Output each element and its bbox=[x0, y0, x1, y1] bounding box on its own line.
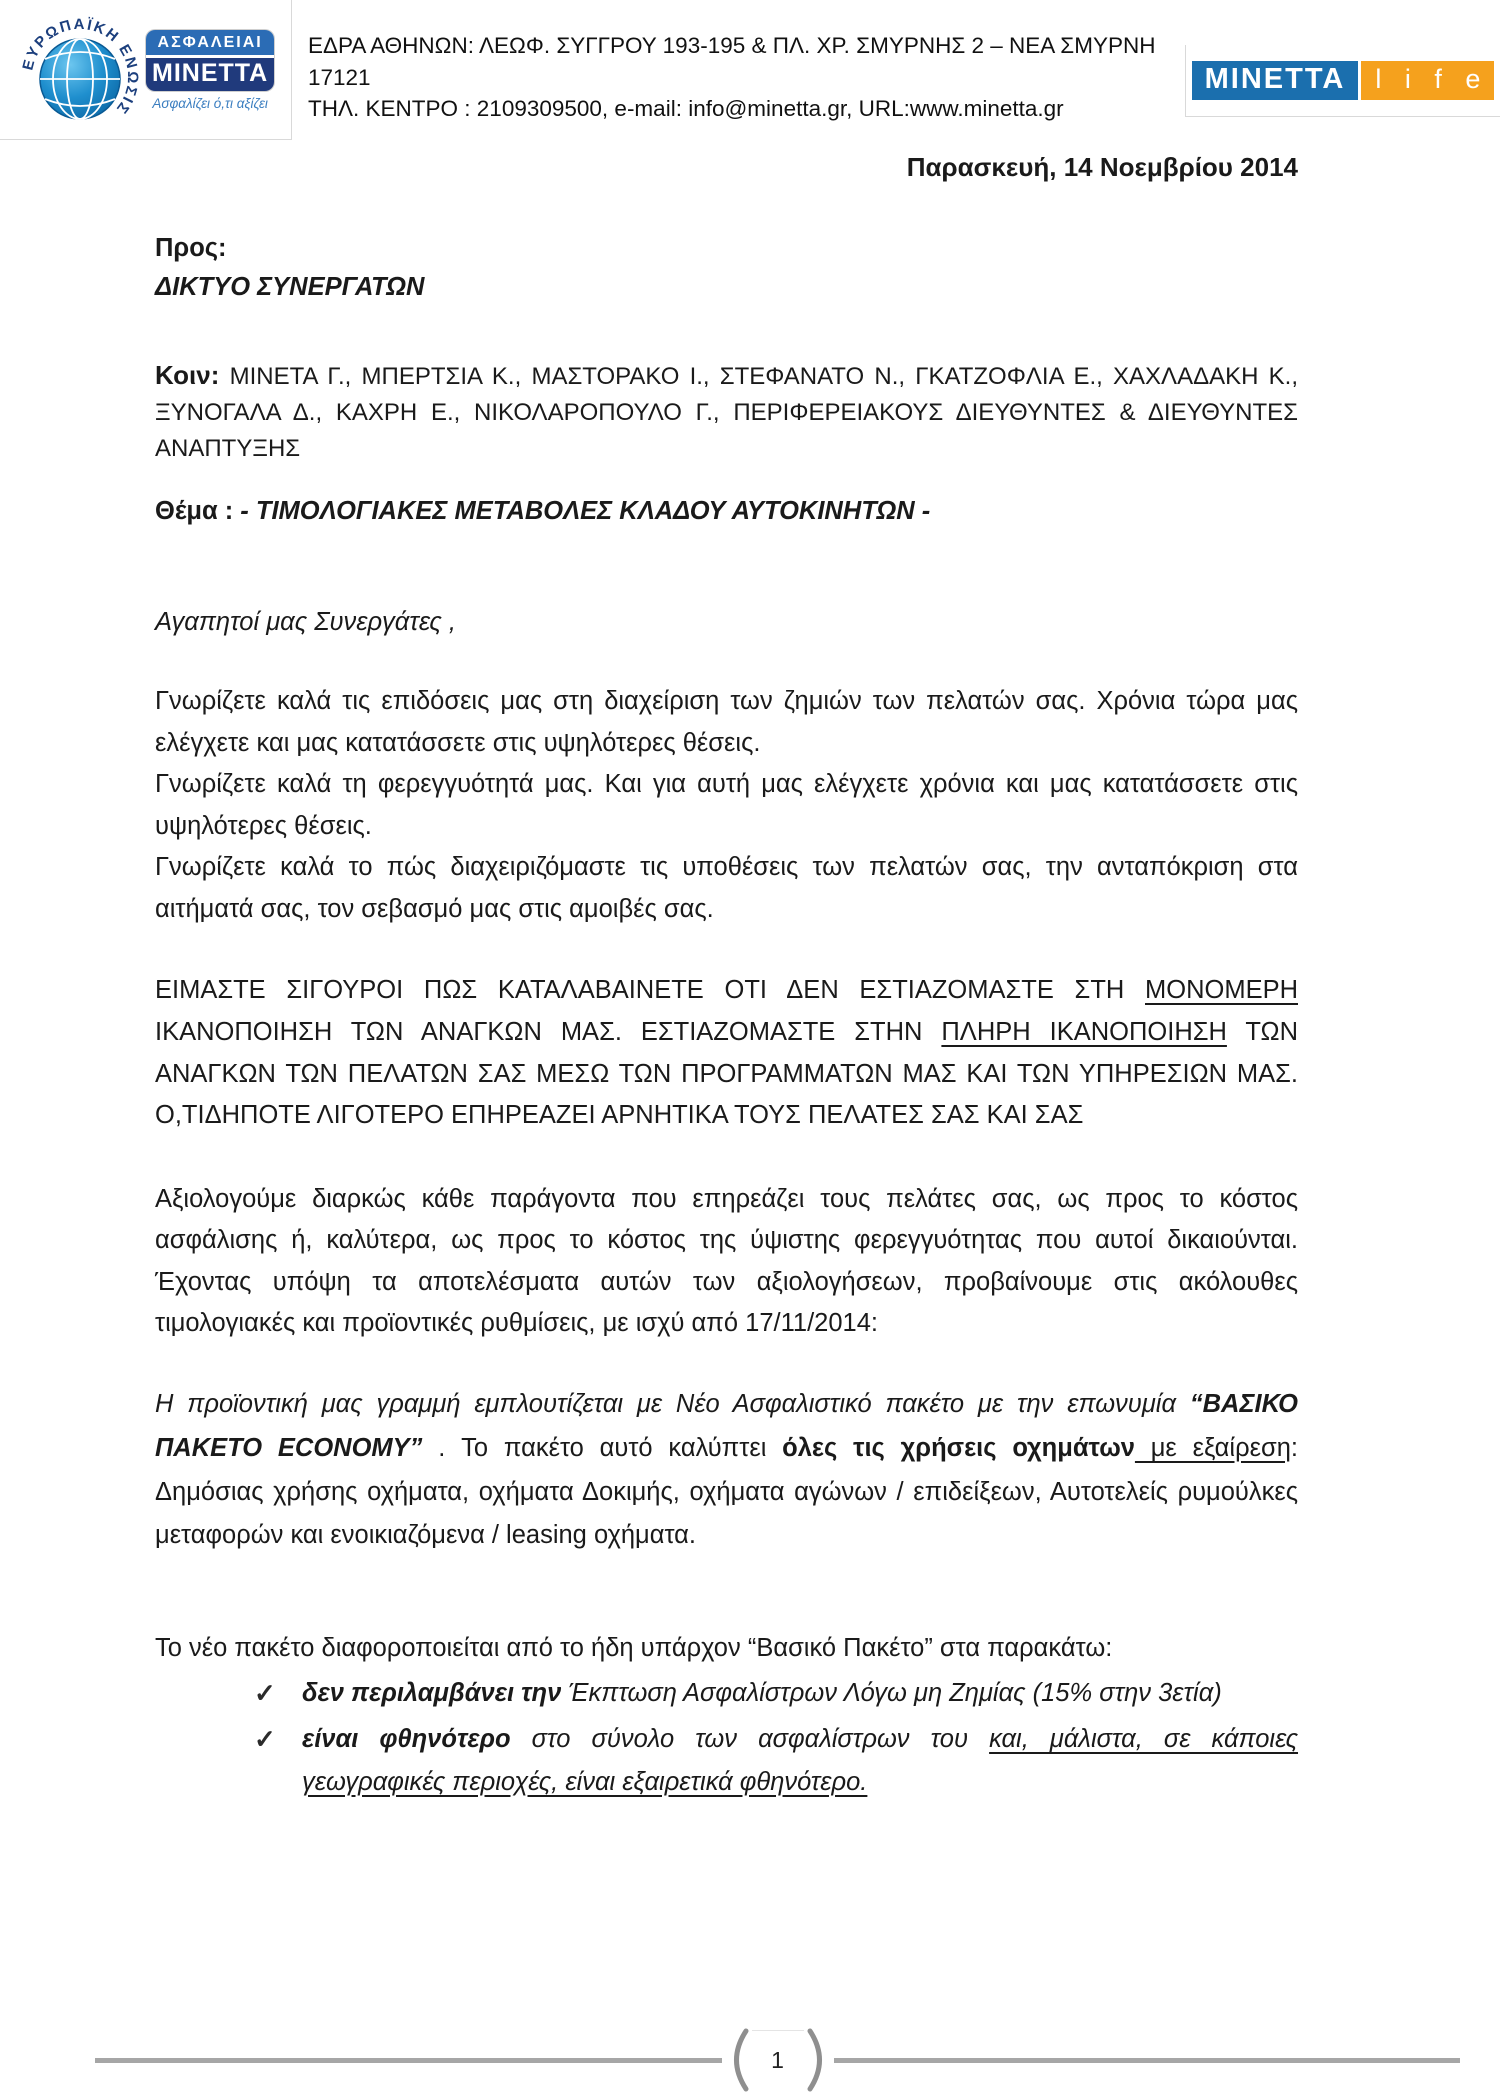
italic-run: στο σύνολο των ασφαλίστρων του bbox=[531, 1725, 990, 1754]
badge-tagline: Ασφαλίζει ό,τι αξίζει bbox=[152, 96, 268, 111]
checkmark-icon: ✓ bbox=[254, 1678, 276, 1709]
text-run: : Δημόσιας χρήσης οχήματα, οχήματα Δοκιμής, οχήματα αγώνων / επιδείξεων, Αυτοτελείς ρυμούλκες μεταφορών και ενοικιαζόμενα / leasing οχήματα. bbox=[155, 1433, 1298, 1550]
life-logo-sub: l i f e bbox=[1361, 61, 1494, 100]
bold-italic-run: είναι φθηνότερο bbox=[302, 1725, 532, 1754]
bullet-text bbox=[302, 1718, 1298, 1803]
checkmark-icon: ✓ bbox=[254, 1724, 276, 1755]
minetta-life-logo bbox=[1192, 61, 1495, 100]
text-run: ΤΩΝ ΑΝΑΓΚΩΝ ΤΩΝ ΠΕΛΑΤΩΝ ΣΑΣ ΜΕΣΩ ΤΩΝ ΠΡΟΓΡΑΜΜΑΤΩΝ ΜΑΣ ΚΑΙ ΤΩΝ ΥΠΗΡΕΣΙΩΝ ΜΑΣ. Ο,ΤΙΔΗΠΟΤΕ ΛΙΓΟΤΕΡΟ ΕΠΗΡΕΑΖΕΙ ΑΡΝΗΤΙΚΑ ΤΟΥΣ ΠΕΛΑΤΕΣ ΣΑΣ ΚΑΙ ΣΑΣ bbox=[155, 1017, 1299, 1130]
bracket-right-icon bbox=[806, 2028, 832, 2092]
life-logo-cell bbox=[1185, 45, 1500, 117]
company-logo bbox=[0, 0, 292, 140]
underlined-run: ΜΟΝΟΜΕΡΗ bbox=[1145, 976, 1298, 1005]
life-logo-brand: MINETTA bbox=[1192, 61, 1359, 100]
bold-italic-run: δεν περιλαμβάνει την bbox=[302, 1679, 569, 1708]
bold-run: όλες τις χρήσεις οχημάτων bbox=[782, 1433, 1135, 1462]
text-run: ΕΙΜΑΣΤΕ ΣΙΓΟΥΡΟΙ ΠΩΣ ΚΑΤΑΛΑΒΑΙΝΕΤΕ ΟΤΙ ΔΕΝ ΕΣΤΙΑΖΟΜΑΣΤΕ ΣΤΗ bbox=[155, 976, 1145, 1005]
paragraph-performance bbox=[155, 681, 1298, 930]
subject-line bbox=[155, 497, 1298, 526]
header-address-line1: ΕΔΡΑ ΑΘΗΝΩΝ: ΛΕΩΦ. ΣΥΓΓΡΟΥ 193-195 & ΠΛ. ΧΡ. ΣΜΥΡΝΗΣ 2 – ΝΕΑ ΣΜΥΡΝΗ 17121 bbox=[308, 33, 1156, 90]
header-address-line2: ΤΗΛ. ΚΕΝΤΡΟ : 2109309500, e-mail: info@minetta.gr, URL:www.minetta.gr bbox=[308, 96, 1064, 121]
salutation: Αγαπητοί μας Συνεργάτες , bbox=[155, 608, 456, 636]
footer-rule-left bbox=[95, 2058, 722, 2063]
logo-ring-text: ΕΥΡΩΠΑΪΚΗ ΕΝΩΣΙΣ bbox=[19, 15, 142, 118]
footer-rule-right bbox=[834, 2058, 1461, 2063]
bullet-item bbox=[155, 1672, 1298, 1715]
date-line: Παρασκευή, 14 Νοεμβρίου 2014 bbox=[906, 152, 1298, 182]
italic-run: Έκπτωση Ασφαλίστρων Λόγω μη Ζημίας (15% στην 3ετία) bbox=[568, 1679, 1222, 1708]
text-run: . Το πακέτο αυτό καλύπτει bbox=[422, 1433, 783, 1462]
badge-line2: MINETTA bbox=[146, 58, 274, 91]
minetta-badge bbox=[146, 30, 274, 111]
paragraph-focus bbox=[155, 970, 1298, 1136]
paragraph-line: Γνωρίζετε καλά τις επιδόσεις μας στη διαχείριση των ζημιών των πελατών σας. Χρόνια τώρα μας ελέγχετε και μας κατατάσσετε στις υψηλότερες θέσεις. bbox=[155, 687, 1298, 757]
underlined-italic-run: και, μάλιστα, σε κάποιες γεωγραφικές περιοχές, είναι εξαιρετικά φθηνότερο. bbox=[302, 1725, 1299, 1796]
paragraph-new-package bbox=[155, 1383, 1298, 1558]
underlined-run: με εξαίρεση bbox=[1134, 1433, 1291, 1462]
bullet-text bbox=[302, 1672, 1298, 1715]
text-run: ΙΚΑΝΟΠΟΙΗΣΗ ΤΩΝ ΑΝΑΓΚΩΝ ΜΑΣ. ΕΣΤΙΑΖΟΜΑΣΤΕ ΣΤΗΝ bbox=[155, 1017, 942, 1046]
page-footer bbox=[95, 2026, 1460, 2094]
badge-line1: ΑΣΦΑΛΕΙΑΙ bbox=[146, 30, 274, 58]
letter-content bbox=[155, 234, 1298, 1803]
header-address bbox=[292, 0, 1185, 125]
letterhead bbox=[0, 0, 1500, 140]
globe-icon bbox=[18, 7, 142, 135]
subject-label: Θέμα : bbox=[155, 497, 234, 525]
paragraph-evaluation: Αξιολογούμε διαρκώς κάθε παράγοντα που επηρεάζει τους πελάτες σας, ως προς το κόστος ασφάλισης ή, καλύτερα, ως προς το κόστος της ύψιστης φερεγγυότητας που αυτοί δικαιούνται. Έχοντας υπόψη τα αποτελέσματα αυτών των αξιολογήσεων, προβαίνουμε στις ακόλουθες τιμολογιακές και προϊοντικές ρυθμίσεις, με ισχύ από 17/11/2014: bbox=[155, 1184, 1298, 1338]
page-number: 1 bbox=[752, 2030, 804, 2091]
bracket-left-icon bbox=[724, 2028, 750, 2092]
bullet-item bbox=[155, 1718, 1298, 1803]
paragraph-line: Γνωρίζετε καλά τη φερεγγυότητά μας. Και για αυτή μας ελέγχετε χρόνια και μας κατατάσσετε στις υψηλότερες θέσεις. bbox=[155, 770, 1298, 840]
bold-italic-run: “ΒΑΣΙΚΟ ΠΑΚΕΤΟ ECONOMY” bbox=[155, 1389, 1298, 1462]
subject-value: - ΤΙΜΟΛΟΓΙΑΚΕΣ ΜΕΤΑΒΟΛΕΣ ΚΛΑΔΟΥ ΑΥΤΟΚΙΝΗΤΩΝ - bbox=[233, 497, 931, 525]
cc-paragraph bbox=[155, 356, 1298, 467]
recipient-label: Προς: bbox=[155, 234, 227, 262]
recipient-value: ΔΙΚΤΥΟ ΣΥΝΕΡΓΑΤΩΝ bbox=[155, 273, 425, 301]
italic-run: Η προϊοντική μας γραμμή εμπλουτίζεται με Νέο Ασφαλιστικό πακέτο με την επωνυμία bbox=[155, 1389, 1190, 1418]
paragraph-differences-intro: Το νέο πακέτο διαφοροποιείται από το ήδη υπάρχον “Βασικό Πακέτο” στα παρακάτω: bbox=[155, 1634, 1113, 1663]
cc-label: Κοιν: bbox=[155, 360, 220, 390]
paragraph-line: Γνωρίζετε καλά το πώς διαχειριζόμαστε τις υποθέσεις των πελατών σας, την ανταπόκριση στα αιτήματά σας, τον σεβασμό μας στις αμοιβές σας. bbox=[155, 853, 1298, 923]
cc-value: ΜΙΝΕΤΑ Γ., ΜΠΕΡΤΣΙΑ Κ., ΜΑΣΤΟΡΑΚΟ Ι., ΣΤΕΦΑΝΑΤΟ Ν., ΓΚΑΤΖΟΦΛΙΑ Ε., ΧΑΧΛΑΔΑΚΗ Κ., ΞΥΝΟΓΑΛΑ Δ., ΚΑΧΡΗ Ε., ΝΙΚΟΛΑΡΟΠΟΥΛΟ Γ., ΠΕΡΙΦΕΡΕΙΑΚΟΥΣ ΔΙΕΥΘΥΝΤΕΣ & ΔΙΕΥΘΥΝΤΕΣ ΑΝΑΠΤΥΞΗΣ bbox=[155, 363, 1298, 462]
underlined-run: ΠΛΗΡΗ ΙΚΑΝΟΠΟΙΗΣΗ bbox=[941, 1017, 1227, 1046]
